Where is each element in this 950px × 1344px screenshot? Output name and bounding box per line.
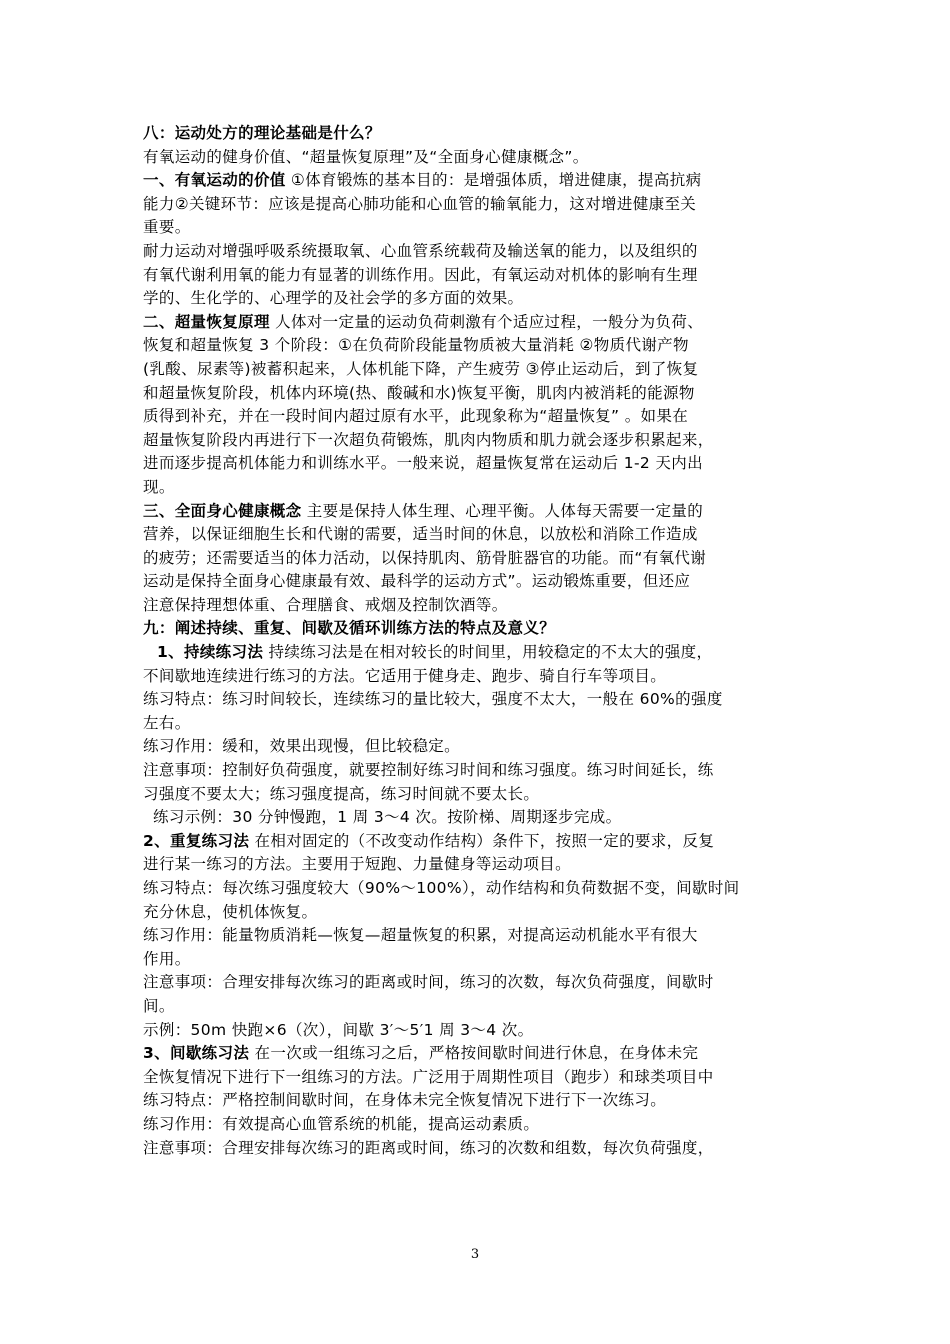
line-text: 和超量恢复阶段，机体内环境(热、酸碱和水)恢复平衡，肌肉内被消耗的能源物 [143,383,695,402]
text-line [143,1089,823,1113]
bold-heading: 1、持续练习法 [157,643,264,662]
bold-heading: 三、全面身心健康概念 [143,501,302,520]
text-line [143,665,823,689]
text-line [143,1042,823,1066]
line-text: 营养，以保证细胞生长和代谢的需要，适当时间的休息，以放松和消除工作造成 [143,525,698,544]
line-text: 恢复和超量恢复 3 个阶段：①在负荷阶段能量物质被大量消耗 ②物质代谢产物 [143,336,689,355]
line-text: 作用。 [143,949,191,968]
text-line [143,877,823,901]
text-line [143,806,823,830]
line-text: 进行某一练习的方法。主要用于短跑、力量健身等运动项目。 [143,855,571,874]
text-line [143,146,823,170]
line-text: 进而逐步提高机体能力和训练水平。一般来说，超量恢复常在运动后 1-2 天内出 [143,454,703,473]
line-text: 在一次或一组练习之后，严格按间歇时间进行休息，在身体未完 [249,1044,699,1063]
line-text: 有氧代谢利用氧的能力有显著的训练作用。因此，有氧运动对机体的影响有生理 [143,265,698,284]
text-line [143,405,823,429]
line-text: 有氧运动的健身价值、“超量恢复原理”及“全面身心健康概念”。 [143,147,589,166]
text-line [143,287,823,311]
bold-heading: 二、超量恢复原理 [143,312,270,331]
text-line [143,830,823,854]
text-line [143,641,823,665]
page-number: 3 [470,1247,480,1262]
line-text: 注意事项：控制好负荷强度，就要控制好练习时间和练习强度。练习时间延长，练 [143,761,714,780]
line-text: 间。 [143,996,175,1015]
line-text: 练习作用：能量物质消耗—恢复—超量恢复的积累，对提高运动机能水平有很大 [143,926,698,945]
line-text: 左右。 [143,713,191,732]
text-line [143,924,823,948]
line-text: 能力②关键环节：应该是提高心肺功能和心血管的输氧能力，这对增进健康至关 [143,194,697,213]
text-line [143,452,823,476]
text-line [143,1137,823,1161]
text-line [143,901,823,925]
text-line [143,311,823,335]
bold-heading: 九：阐述持续、重复、间歇及循环训练方法的特点及意义？ [143,619,556,638]
text-line [143,429,823,453]
text-line [143,783,823,807]
line-text: 不间歇地连续进行练习的方法。它适用于健身走、跑步、骑自行车等项目。 [143,666,667,685]
text-line [143,1113,823,1137]
line-text: 充分休息，使机体恢复。 [143,902,318,921]
text-line [143,169,823,193]
line-text: 习强度不要太大；练习强度提高，练习时间就不要太长。 [143,784,540,803]
line-text: 注意事项：合理安排每次练习的距离或时间，练习的次数和组数，每次负荷强度， [143,1138,714,1157]
line-text: 学的、生化学的、心理学的及社会学的多方面的效果。 [143,289,524,308]
line-text: 现。 [143,477,175,496]
line-text: 练习特点：每次练习强度较大（90%～100%），动作结构和负荷数据不变，间歇时间 [143,879,740,897]
text-line [143,523,823,547]
line-text: 运动是保持全面身心健康最有效、最科学的运动方式”。运动锻炼重要，但还应 [143,572,691,591]
line-text: 耐力运动对增强呼吸系统摄取氧、心血管系统载荷及输送氧的能力，以及组织的 [143,241,698,260]
line-text: 超量恢复阶段内再进行下一次超负荷锻炼，肌肉内物质和肌力就会逐步积累起来， [143,430,714,449]
bold-heading: 3、间歇练习法 [143,1044,250,1063]
line-text: 人体对一定量的运动负荷刺激有个适应过程，一般分为负荷、 [269,312,704,331]
line-text: 重要。 [143,218,191,237]
text-line [143,500,823,524]
text-line [143,617,823,641]
text-line [143,688,823,712]
text-line [143,948,823,972]
line-text: (乳酸、尿素等)被蓄积起来，人体机能下降，产生疲劳 ③停止运动后，到了恢复 [143,359,699,378]
text-line [143,995,823,1019]
bold-heading: 一、有氧运动的价值 [143,171,286,190]
bold-heading: 八：运动处方的理论基础是什么？ [143,124,381,142]
text-line [143,358,823,382]
line-text: 注意保持理想体重、合理膳食、戒烟及控制饮酒等。 [143,595,508,614]
text-line [143,712,823,736]
text-line [143,334,823,358]
document-body [143,122,823,1160]
line-text: 质得到补充，并在一段时间内超过原有水平，此现象称为“超量恢复” 。如果在 [143,407,689,426]
text-line [143,216,823,240]
text-line [143,264,823,288]
line-text: 的疲劳；还需要适当的体力活动，以保持肌肉、筋骨脏器官的功能。而“有氧代谢 [143,548,707,567]
text-line [143,476,823,500]
text-line [143,193,823,217]
line-text: 注意事项：合理安排每次练习的距离或时间，练习的次数，每次负荷强度，间歇时 [143,973,714,992]
text-line [143,853,823,877]
line-text: ①体育锻炼的基本目的：是增强体质，增进健康，提高抗病 [285,171,702,190]
text-line [143,570,823,594]
line-text: 主要是保持人体生理、心理平衡。人体每天需要一定量的 [301,501,704,520]
line-text: 持续练习法是在相对较长的时间里，用较稳定的不太大的强度， [263,643,713,662]
text-line [143,735,823,759]
line-text: 练习作用：缓和，效果出现慢，但比较稳定。 [143,737,461,756]
text-line [143,594,823,618]
text-line [143,122,823,146]
text-line [143,1019,823,1043]
line-text: 练习特点：严格控制间歇时间，在身体未完全恢复情况下进行下一次练习。 [143,1091,667,1110]
line-text: 练习示例：30 分钟慢跑，1 周 3～4 次。按阶梯、周期逐步完成。 [153,808,622,827]
line-text: 全恢复情况下进行下一组练习的方法。广泛用于周期性项目（跑步）和球类项目中 [143,1067,714,1086]
bold-heading: 2、重复练习法 [143,831,250,850]
text-line [143,1066,823,1090]
text-line [143,547,823,571]
line-text: 练习特点：练习时间较长，连续练习的量比较大，强度不太大，一般在 60%的强度 [143,690,723,709]
text-line [143,240,823,264]
line-text: 练习作用：有效提高心血管系统的机能，提高运动素质。 [143,1114,540,1133]
line-text: 在相对固定的（不改变动作结构）条件下，按照一定的要求，反复 [249,831,715,850]
text-line [143,382,823,406]
text-line [143,971,823,995]
line-text: 示例：50m 快跑×6（次），间歇 3′～5′1 周 3～4 次。 [143,1020,534,1039]
text-line [143,759,823,783]
